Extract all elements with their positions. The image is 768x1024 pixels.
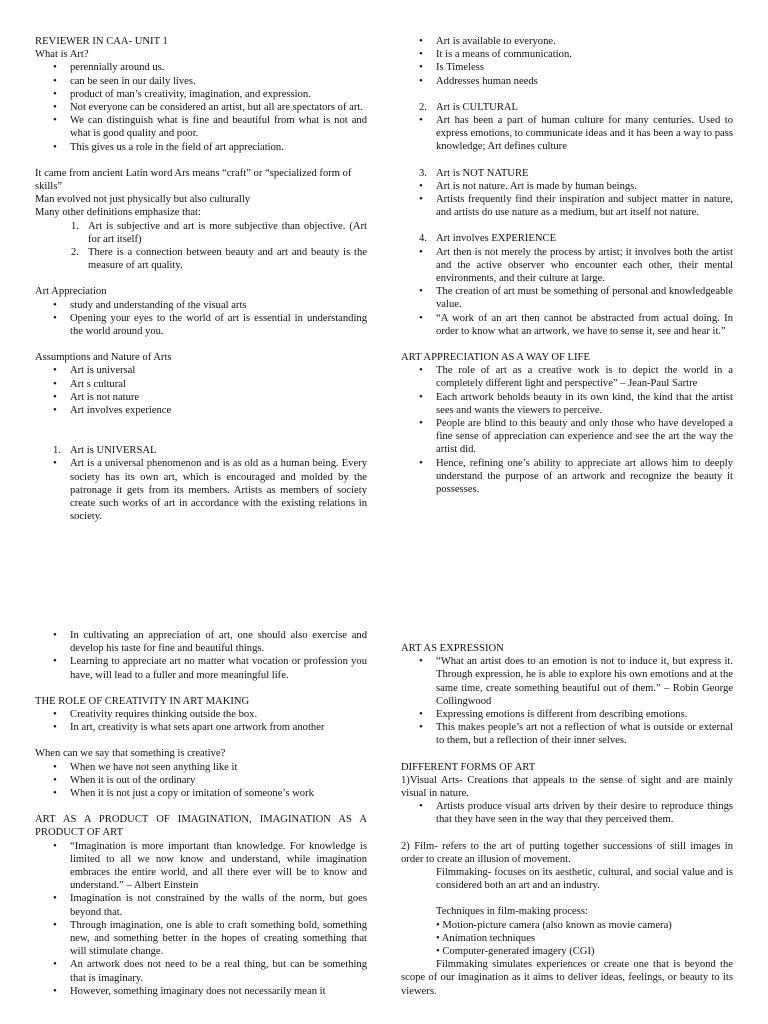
list-item: • perennially around us.: [70, 61, 367, 74]
list-item: • Art is not nature: [70, 391, 367, 404]
section-heading-creativity: THE ROLE OF CREATIVITY IN ART MAKING: [35, 695, 250, 707]
experience-list: [401, 246, 733, 338]
column-bottom-right: [401, 642, 733, 998]
filmmaking-simulates-text: Filmmaking simulates experiences or create one that is beyond the scope of our imagination as it aims to deliver ideas, feelings, or beauty to its viewers.: [401, 959, 733, 997]
section-heading-universal: 1. Art is UNIVERSAL: [53, 445, 157, 457]
list-item: • When it is not just a copy or imitation of someone’s work: [70, 787, 367, 800]
list-item: 2. There is a connection between beauty and art and beauty is the measure of art quality.: [71, 247, 367, 272]
list-item: • When it is out of the ordinary: [70, 774, 367, 787]
what-is-art-list: [35, 61, 367, 153]
list-item: • Art is not nature. Art is made by human beings.: [436, 180, 733, 193]
list-item: 1. Art is subjective and art is more subjective than objective. (Art for art itself): [71, 220, 367, 245]
document-title: REVIEWER IN CAA- UNIT 1: [35, 36, 168, 47]
list-item: • Each artwork beholds beauty in its own kind, the kind that the artist sees and wants the viewers to perceive.: [436, 391, 733, 417]
list-item: • “What an artist does to an emotion is not to induce it, but express it. Through expression, he is able to explore his own emotions and at the same time, create something beautiful out of them.” – Robin George Collingwood: [436, 655, 733, 708]
section-heading-art-appreciation: Art Appreciation: [35, 286, 107, 298]
question-what-is-art: What is Art?: [35, 49, 89, 61]
cultural-heading-list: [401, 101, 733, 114]
universal-list: [35, 457, 367, 523]
section-heading-forms: DIFFERENT FORMS OF ART: [401, 761, 536, 773]
filmmaking-text: Filmmaking- focuses on its aesthetic, cultural, and social value and is considered both an art and an industry.: [436, 867, 733, 892]
universal-heading-list: [35, 444, 367, 457]
section-heading-way-of-life: ART APPRECIATION AS A WAY OF LIFE: [401, 352, 590, 364]
list-item: • Art is universal: [70, 364, 367, 377]
technique-item: • Computer-generated imagery (CGI): [436, 946, 595, 958]
list-item: • can be seen in our daily lives.: [70, 75, 367, 88]
list-item: • Not everyone can be considered an artist, but all are spectators of art.: [70, 101, 367, 114]
section-heading-expression: ART AS EXPRESSION: [401, 643, 504, 654]
list-item: • It is a means of communication.: [436, 48, 733, 61]
list-item: • Art involves experience: [70, 404, 367, 417]
list-item: • The creation of art must be something of personal and knowledgeable value.: [436, 285, 733, 311]
column-top-right: [401, 35, 733, 496]
section-heading-not-nature: 3. Art is NOT NATURE: [419, 167, 529, 179]
ars-origin-text: It came from ancient Latin word Ars means “craft” or “specialized form of skills”: [35, 167, 352, 193]
list-item: • Expressing emotions is different from describing emotions.: [436, 708, 733, 721]
nature-list: [401, 180, 733, 220]
list-item: • Imagination is not constrained by the walls of the norm, but goes beyond that.: [70, 892, 367, 918]
list-item: • Art is available to everyone.: [436, 35, 733, 48]
list-item: • “A work of an art then cannot be abstracted from actual doing. In order to know what an artwork, we have to sense it, see and hear it.”: [436, 312, 733, 338]
top-right-list: [401, 35, 733, 88]
list-item: • “Imagination is more important than knowledge. For knowledge is limited to all we now know and understand, while imagination embraces the entire world, and all there ever will be to know and understand.” – Albert Einstein: [70, 840, 367, 893]
list-item: • This makes people’s art not a reflection of what is outside or external to them, but a reflection of their inner selves.: [436, 721, 733, 747]
list-item: • An artwork does not need to be a real thing, but can be something that is imaginary.: [70, 958, 367, 984]
cultivating-list: [35, 629, 367, 682]
imagination-list: [35, 840, 367, 998]
list-item: • study and understanding of the visual arts: [70, 299, 367, 312]
section-heading-experience: 4. Art involves EXPERIENCE: [419, 233, 557, 245]
definitions-text: Many other definitions emphasize that:: [35, 207, 201, 219]
cultural-list: [401, 114, 733, 154]
list-item: • The role of art as a creative work is to depict the world in a completely different light and perspective” – Jean-Paul Sartre: [436, 364, 733, 390]
list-item: • Through imagination, one is able to craft something bold, something new, and something better in the hopes of creating something that will stimulate change.: [70, 919, 367, 959]
list-item: • Art s cultural: [70, 378, 367, 391]
techniques-heading: Techniques in film-making process:: [436, 906, 588, 918]
list-item: • Art has been a part of human culture for many centuries. Used to express emotions, to communicate ideas and it has been a way to pass knowledge; Art defines culture: [436, 114, 733, 154]
list-item: • Addresses human needs: [436, 75, 733, 88]
list-item: • Art then is not merely the process by artist; it involves both the artist and the active observer who encounter each other, their mental environments, and their culture at large.: [436, 246, 733, 286]
list-item: • Artists frequently find their inspiration and subject matter in nature, and artists do use nature as a medium, but art itself not nature.: [436, 193, 733, 219]
technique-item: • Motion-picture camera (also known as movie camera): [436, 919, 672, 931]
section-heading-cultural: 2. Art is CULTURAL: [419, 101, 519, 113]
assumptions-list: [35, 364, 367, 417]
list-item: • People are blind to this beauty and only those who have developed a fine sense of appreciation can experience and see the art the way the artist did.: [436, 417, 733, 457]
technique-item: • Animation techniques: [436, 932, 536, 944]
appreciation-list: [35, 299, 367, 339]
creativity-list: [35, 708, 367, 734]
evolved-text: Man evolved not just physically but also culturally: [35, 194, 251, 206]
film-text: 2) Film- refers to the art of putting together successions of still images in order to create an illusion of movement.: [401, 840, 733, 865]
list-item: • product of man’s creativity, imagination, and expression.: [70, 88, 367, 101]
way-of-life-list: [401, 364, 733, 496]
section-heading-assumptions: Assumptions and Nature of Arts: [35, 352, 172, 364]
list-item: • Opening your eyes to the world of art is essential in understanding the world around you.: [70, 312, 367, 338]
visual-arts-list: [401, 800, 733, 826]
list-item: • Creativity requires thinking outside the box.: [70, 708, 367, 721]
question-creative: When can we say that something is creative?: [35, 748, 226, 760]
list-item: • In cultivating an appreciation of art, one should also exercise and develop his taste for fine and beautiful things.: [70, 629, 367, 655]
creative-when-list: [35, 761, 367, 801]
nature-heading-list: [401, 167, 733, 180]
section-heading-imagination: ART AS A PRODUCT OF IMAGINATION, IMAGINATION AS A PRODUCT OF ART: [35, 814, 367, 839]
list-item: • Art is a universal phenomenon and is as old as a human being. Every society has its own art, which is encouraged and molded by the patronage it gets from its members. Artists as members of society create such works of art in accordance with the existing relations in society.: [70, 457, 367, 523]
list-item: • When we have not seen anything like it: [70, 761, 367, 774]
column-top-left: [35, 35, 367, 524]
experience-heading-list: [401, 232, 733, 245]
list-item: • However, something imaginary does not necessarily mean it: [70, 985, 367, 998]
list-item: • We can distinguish what is fine and beautiful from what is not and what is good quality and poor.: [70, 114, 367, 140]
visual-arts-text: 1)Visual Arts- Creations that appeals to the sense of sight and are mainly visual in nature.: [401, 774, 733, 800]
list-item: • This gives us a role in the field of art appreciation.: [70, 141, 367, 154]
column-bottom-left: [35, 629, 367, 998]
list-item: • Is Timeless: [436, 61, 733, 74]
definitions-list: [35, 220, 367, 273]
list-item: • Hence, refining one’s ability to appreciate art allows him to deeply understand the purpose of an artwork and recognize the beauty it possesses.: [436, 457, 733, 497]
list-item: • Artists produce visual arts driven by their desire to reproduce things that they have seen in the way that they perceived them.: [436, 800, 733, 826]
expression-list: [401, 655, 733, 747]
list-item: • Learning to appreciate art no matter what vocation or profession you have, will lead to a fuller and more meaningful life.: [70, 655, 367, 681]
list-item: • In art, creativity is what sets apart one artwork from another: [70, 721, 367, 734]
